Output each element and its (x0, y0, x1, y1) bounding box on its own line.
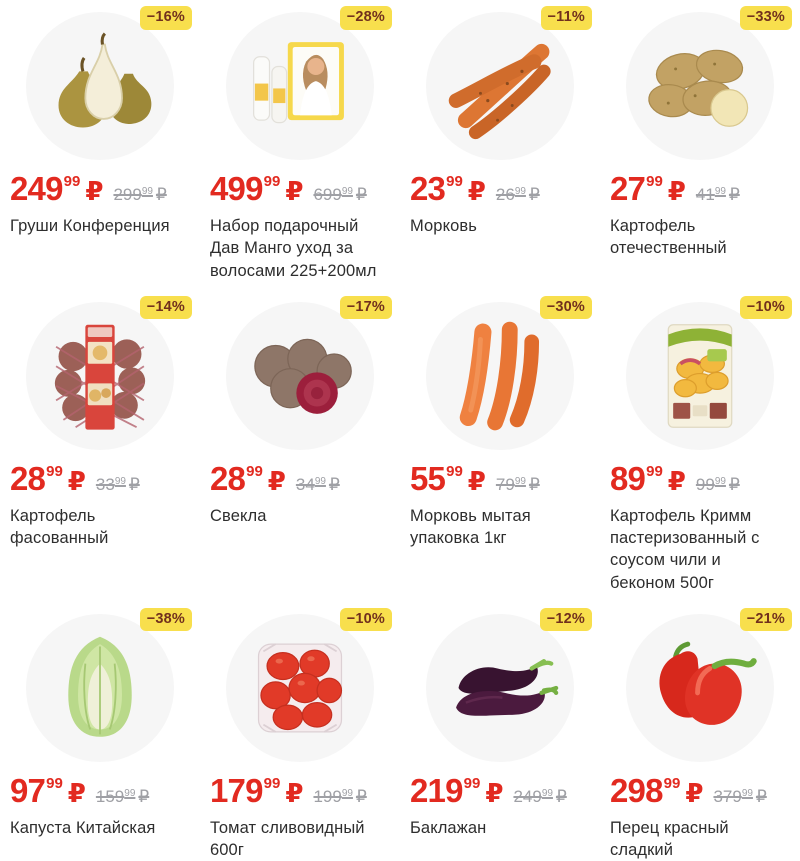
current-price (10, 459, 86, 497)
old-price (713, 787, 766, 807)
product-image-circle (26, 302, 174, 450)
current-price (210, 172, 303, 205)
ruble-sign: ₽ (667, 465, 686, 496)
old-ruble-sign: ₽ (128, 474, 140, 494)
potato-bag-icon (39, 315, 161, 437)
ruble-sign: ₽ (67, 777, 86, 808)
product-image-area (610, 610, 790, 762)
current-price (410, 771, 504, 809)
old-ruble-sign: ₽ (728, 474, 740, 494)
old-price-fraction: 99 (514, 475, 526, 487)
price-fraction: 99 (446, 462, 463, 480)
price-row (210, 771, 390, 809)
product-name: Капуста Китайская (10, 818, 156, 837)
product-card[interactable] (400, 0, 600, 237)
product-image-area (610, 9, 790, 160)
product-name: Томат сливовидный 600г (210, 818, 365, 860)
old-price-fraction: 99 (714, 186, 726, 197)
current-price (10, 771, 86, 809)
price-row (610, 172, 790, 205)
current-price (410, 172, 486, 205)
price-row (410, 459, 590, 497)
price-integer: 23 (410, 170, 446, 207)
product-image-circle (626, 12, 774, 160)
price-integer: 298 (610, 771, 663, 809)
price-fraction: 99 (646, 173, 663, 190)
price-integer: 27 (610, 170, 646, 207)
product-card[interactable] (400, 290, 600, 550)
old-price (113, 185, 166, 205)
gift-set-icon (239, 25, 361, 147)
product-image-area (10, 9, 190, 160)
old-price-integer: 699 (313, 185, 342, 204)
price-row (610, 771, 790, 809)
price-row (210, 459, 390, 497)
price-integer: 179 (210, 771, 263, 809)
product-image-circle (626, 302, 774, 450)
discount-badge: −21% (740, 608, 792, 632)
current-price (610, 771, 704, 809)
product-card[interactable] (600, 602, 800, 861)
price-integer: 219 (410, 771, 463, 809)
product-image-circle (226, 12, 374, 160)
current-price (10, 172, 103, 205)
price-fraction: 99 (263, 774, 281, 792)
price-integer: 249 (10, 170, 63, 207)
old-ruble-sign: ₽ (755, 786, 767, 806)
tomatoes-icon (239, 627, 361, 749)
discount-badge: −14% (140, 296, 192, 320)
product-image-circle (26, 12, 174, 160)
product-name: Набор подарочный Дав Манго уход за волосами 225+200мл (210, 217, 377, 280)
old-price-fraction: 99 (341, 787, 353, 799)
product-card[interactable] (400, 602, 600, 839)
product-image-circle (426, 302, 574, 450)
price-integer: 97 (10, 771, 46, 809)
ruble-sign: ₽ (685, 777, 704, 808)
price-integer: 89 (610, 459, 646, 497)
product-image-area (210, 9, 390, 160)
beets-icon (239, 315, 361, 437)
ruble-sign: ₽ (467, 176, 486, 206)
old-ruble-sign: ₽ (355, 185, 367, 204)
eggplants-icon (439, 627, 561, 749)
product-image-area (410, 9, 590, 160)
price-fraction: 99 (263, 173, 281, 190)
product-image-area (410, 298, 590, 450)
old-price-fraction: 99 (314, 475, 326, 487)
price-fraction: 99 (463, 774, 481, 792)
ruble-sign: ₽ (667, 176, 686, 206)
old-price-fraction: 99 (124, 787, 136, 799)
price-integer: 55 (410, 459, 446, 497)
old-price-integer: 26 (495, 185, 515, 204)
old-price-fraction: 99 (514, 186, 526, 197)
product-card[interactable] (0, 0, 200, 237)
old-ruble-sign: ₽ (155, 185, 167, 204)
discount-badge: −10% (340, 608, 392, 632)
product-name: Груши Конференция (10, 217, 170, 235)
price-row (10, 459, 190, 497)
product-card[interactable] (600, 0, 800, 260)
old-ruble-sign: ₽ (555, 786, 567, 806)
discount-badge: −12% (540, 608, 592, 632)
ruble-sign: ₽ (467, 465, 486, 496)
old-price-integer: 34 (295, 474, 315, 494)
old-price (296, 475, 340, 495)
old-price (696, 185, 740, 205)
discount-badge: −28% (340, 6, 392, 30)
product-image-area (210, 298, 390, 450)
old-price (96, 787, 149, 807)
old-price (496, 185, 540, 205)
old-price-fraction: 99 (741, 787, 753, 799)
old-ruble-sign: ₽ (138, 786, 150, 806)
product-image-area (410, 610, 590, 762)
old-price-integer: 379 (713, 786, 742, 806)
product-card[interactable] (200, 0, 400, 282)
napa-cabbage-icon (39, 627, 161, 749)
discount-badge: −30% (540, 296, 592, 320)
old-ruble-sign: ₽ (328, 474, 340, 494)
washed-carrots-icon (439, 315, 561, 437)
discount-badge: −33% (740, 6, 792, 30)
old-ruble-sign: ₽ (355, 786, 367, 806)
product-image-circle (26, 614, 174, 762)
product-image-circle (426, 12, 574, 160)
ruble-sign: ₽ (85, 176, 104, 206)
old-price-integer: 79 (495, 474, 515, 494)
price-row (410, 172, 590, 205)
price-fraction: 99 (63, 173, 81, 190)
old-price (513, 787, 566, 807)
discount-badge: −11% (541, 6, 593, 30)
current-price (210, 771, 304, 809)
carrots-icon (439, 25, 561, 147)
price-integer: 28 (210, 459, 246, 497)
current-price (610, 459, 686, 497)
old-price-fraction: 99 (114, 475, 126, 487)
old-price (96, 475, 140, 495)
ruble-sign: ₽ (285, 777, 304, 808)
old-price-integer: 299 (113, 185, 142, 204)
product-name: Баклажан (410, 818, 487, 837)
potatoes-icon (639, 25, 761, 147)
product-card[interactable] (600, 290, 800, 594)
price-row (610, 459, 790, 497)
chips-pack-icon (639, 315, 761, 437)
price-row (210, 172, 390, 205)
price-fraction: 99 (246, 462, 263, 480)
old-price-fraction: 99 (341, 186, 353, 197)
price-row (10, 172, 190, 205)
product-image-area (10, 610, 190, 762)
current-price (410, 459, 486, 497)
price-integer: 28 (10, 459, 46, 497)
price-fraction: 99 (446, 173, 463, 190)
ruble-sign: ₽ (67, 465, 86, 496)
price-fraction: 99 (46, 462, 63, 480)
old-price (496, 475, 540, 495)
old-price-integer: 159 (95, 786, 125, 806)
product-image-circle (426, 614, 574, 762)
old-price-integer: 33 (95, 474, 115, 494)
old-price (313, 185, 366, 205)
old-ruble-sign: ₽ (528, 474, 540, 494)
product-card[interactable] (200, 290, 400, 527)
price-integer: 499 (210, 170, 263, 207)
old-price-integer: 41 (695, 185, 715, 204)
product-image-circle (226, 614, 374, 762)
product-name: Морковь мытая упаковка 1кг (410, 506, 531, 548)
product-card[interactable] (0, 290, 200, 550)
pears-icon (39, 25, 161, 147)
product-image-circle (226, 302, 374, 450)
price-row (410, 771, 590, 809)
discount-badge: −16% (140, 6, 192, 30)
product-name: Картофель фасованный (10, 506, 109, 548)
old-price-fraction: 99 (714, 475, 726, 487)
product-card[interactable] (0, 602, 200, 839)
old-price (696, 475, 740, 495)
old-price-fraction: 99 (141, 186, 153, 197)
price-fraction: 99 (663, 774, 681, 792)
ruble-sign: ₽ (285, 176, 304, 206)
product-name: Картофель Кримм пастеризованный с соусом чили и беконом 500г (610, 506, 760, 592)
product-name: Картофель отечественный (610, 217, 727, 258)
product-image-circle (626, 614, 774, 762)
product-image-area (10, 298, 190, 450)
price-fraction: 99 (646, 462, 663, 480)
product-name: Свекла (210, 506, 267, 525)
old-price-integer: 249 (513, 786, 542, 806)
product-image-area (610, 298, 790, 450)
current-price (610, 172, 686, 205)
discount-badge: −38% (140, 608, 192, 632)
old-price-integer: 199 (313, 786, 342, 806)
product-name: Морковь (410, 217, 477, 235)
old-ruble-sign: ₽ (728, 185, 740, 204)
current-price (210, 459, 286, 497)
price-fraction: 99 (46, 774, 63, 792)
old-price (313, 787, 366, 807)
price-row (10, 771, 190, 809)
old-ruble-sign: ₽ (528, 185, 540, 204)
product-card[interactable] (200, 602, 400, 861)
ruble-sign: ₽ (485, 777, 504, 808)
red-peppers-icon (639, 627, 761, 749)
product-image-area (210, 610, 390, 762)
ruble-sign: ₽ (267, 465, 286, 496)
discount-badge: −17% (340, 296, 392, 320)
product-name: Перец красный сладкий (610, 818, 729, 860)
old-price-integer: 99 (695, 474, 715, 494)
old-price-fraction: 99 (541, 787, 553, 799)
discount-badge: −10% (740, 296, 792, 320)
